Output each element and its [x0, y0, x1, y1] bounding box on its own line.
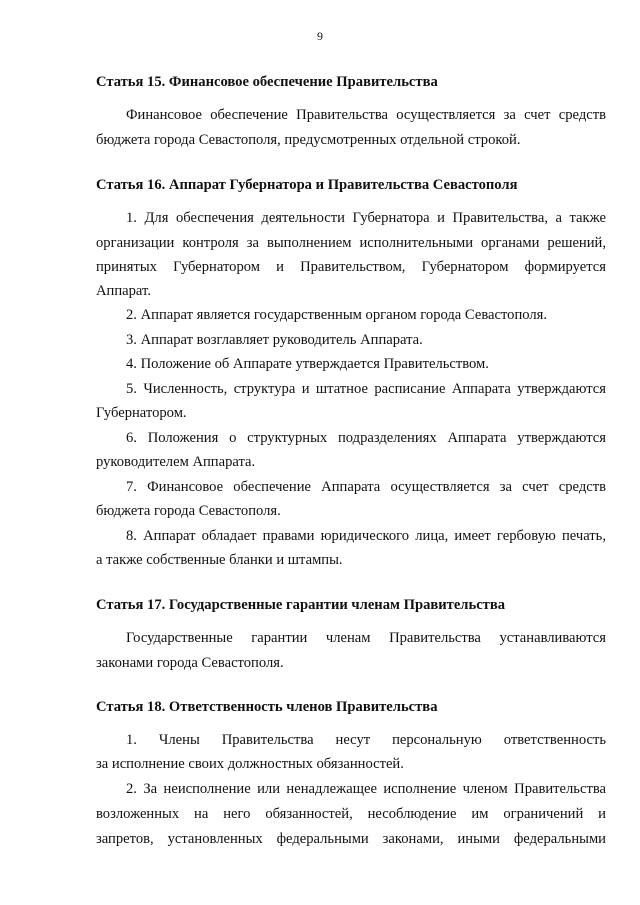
article-16-text-line: Губернатором. — [96, 405, 187, 421]
page-number: 9 — [317, 29, 323, 43]
article-18-text-line: запретов, установленных федеральными законами, иными федеральными — [96, 831, 606, 847]
article-18-text-line: за исполнение своих должностных обязанностей. — [96, 756, 404, 772]
article-16-text-line: а также собственные бланки и штампы. — [96, 552, 343, 568]
article-16-item-2: 2. Аппарат является государственным органом города Севастополя. — [126, 307, 548, 323]
article-16-text-line: организации контроля за выполнением исполнительными органами решений, — [96, 235, 606, 251]
article-16-text-line: принятых Губернатором и Правительством, Губернатором формируется — [96, 259, 606, 275]
article-16-text-line: 8. Аппарат обладает правами юридического лица, имеет гербовую печать, — [126, 528, 606, 544]
article-16-item-3: 3. Аппарат возглавляет руководитель Аппарата. — [126, 332, 423, 348]
article-16-text-line: Аппарат. — [96, 283, 151, 299]
article-16-text-line: 5. Численность, структура и штатное расписание Аппарата утверждаются — [126, 381, 606, 397]
article-16-text-line: руководителем Аппарата. — [96, 454, 256, 470]
article-16-item-4: 4. Положение об Аппарате утверждается Правительством. — [126, 356, 489, 372]
article-18-heading: Статья 18. Ответственность членов Правительства — [96, 699, 438, 715]
article-18-text-line: 2. За неисполнение или ненадлежащее исполнение членом Правительства — [126, 781, 606, 797]
article-17-heading: Статья 17. Государственные гарантии членам Правительства — [96, 597, 506, 613]
article-16-text-line: 6. Положения о структурных подразделениях Аппарата утверждаются — [126, 430, 606, 446]
article-15-text-line: Финансовое обеспечение Правительства осуществляется за счет средств — [126, 107, 606, 123]
article-16-text-line: 1. Для обеспечения деятельности Губернатора и Правительства, а также — [126, 210, 606, 226]
article-16-heading: Статья 16. Аппарат Губернатора и Правительства Севастополя — [96, 177, 518, 193]
article-16-text-line: бюджета города Севастополя. — [96, 503, 281, 519]
article-15-heading: Статья 15. Финансовое обеспечение Правительства — [96, 74, 438, 90]
article-17-text-line: Государственные гарантии членам Правительства устанавливаются — [126, 630, 606, 646]
article-18-text-line: возложенных на него обязанностей, несоблюдение им ограничений и — [96, 806, 606, 822]
article-15-text-line: бюджета города Севастополя, предусмотренных отдельной строкой. — [96, 132, 521, 148]
article-18-text-line: 1. Члены Правительства несут персональную ответственность — [126, 732, 606, 748]
article-17-text-line: законами города Севастополя. — [96, 655, 284, 671]
article-16-text-line: 7. Финансовое обеспечение Аппарата осуществляется за счет средств — [126, 479, 606, 495]
